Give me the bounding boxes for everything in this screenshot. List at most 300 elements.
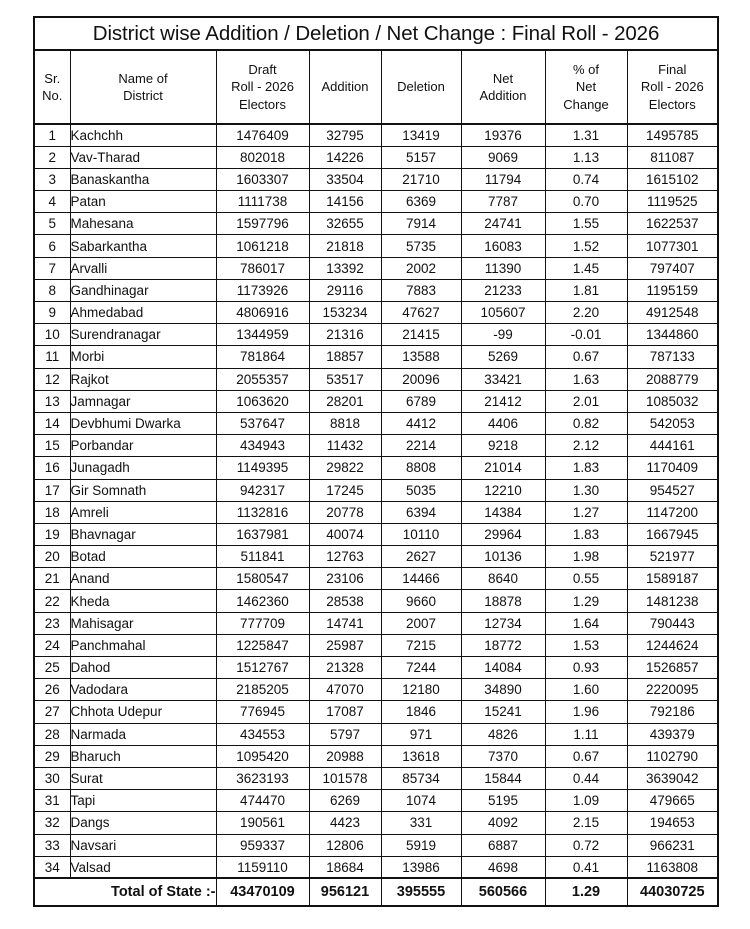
cell-final-roll: 1102790 — [627, 745, 718, 767]
cell-final-roll: 954527 — [627, 479, 718, 501]
cell-addition: 14156 — [309, 191, 381, 213]
cell-final-roll: 1615102 — [627, 168, 718, 190]
header-line: Addition — [479, 88, 527, 103]
cell-district-name: Jamnagar — [70, 390, 216, 412]
cell-net-addition: 33421 — [461, 368, 545, 390]
cell-draft-roll: 802018 — [216, 146, 309, 168]
cell-addition: 20988 — [309, 745, 381, 767]
cell-pct-net-change: 1.81 — [545, 279, 627, 301]
cell-sr-no: 24 — [34, 634, 70, 656]
cell-addition: 29116 — [309, 279, 381, 301]
column-header-final-roll — [627, 50, 718, 124]
cell-pct-net-change: 0.41 — [545, 856, 627, 878]
cell-net-addition: 21233 — [461, 279, 545, 301]
cell-sr-no: 31 — [34, 790, 70, 812]
district-roll-table — [33, 16, 719, 907]
cell-sr-no: 14 — [34, 412, 70, 434]
table-row — [34, 191, 718, 213]
cell-district-name: Tapi — [70, 790, 216, 812]
cell-addition: 13392 — [309, 257, 381, 279]
cell-deletion: 13986 — [381, 856, 461, 878]
total-addition: 956121 — [309, 878, 381, 906]
title-row — [34, 17, 718, 50]
cell-sr-no: 9 — [34, 302, 70, 324]
cell-draft-roll: 1637981 — [216, 523, 309, 545]
cell-net-addition: 21412 — [461, 390, 545, 412]
header-line: Net — [575, 79, 597, 95]
cell-sr-no: 33 — [34, 834, 70, 856]
cell-deletion: 5919 — [381, 834, 461, 856]
cell-district-name: Sabarkantha — [70, 235, 216, 257]
table-row — [34, 568, 718, 590]
cell-sr-no: 26 — [34, 679, 70, 701]
cell-addition: 25987 — [309, 634, 381, 656]
cell-draft-roll: 1603307 — [216, 168, 309, 190]
table-row — [34, 168, 718, 190]
cell-sr-no: 13 — [34, 390, 70, 412]
header-line: Change — [563, 96, 609, 112]
table-row — [34, 302, 718, 324]
cell-draft-roll: 537647 — [216, 412, 309, 434]
cell-sr-no: 18 — [34, 501, 70, 523]
cell-deletion: 331 — [381, 812, 461, 834]
cell-deletion: 21710 — [381, 168, 461, 190]
cell-district-name: Chhota Udepur — [70, 701, 216, 723]
table-row — [34, 856, 718, 878]
cell-district-name: Morbi — [70, 346, 216, 368]
cell-final-roll: 439379 — [627, 723, 718, 745]
cell-pct-net-change: 1.11 — [545, 723, 627, 745]
total-pct-net-change: 1.29 — [545, 878, 627, 906]
cell-draft-roll: 1149395 — [216, 457, 309, 479]
cell-sr-no: 20 — [34, 546, 70, 568]
cell-sr-no: 28 — [34, 723, 70, 745]
cell-deletion: 5735 — [381, 235, 461, 257]
cell-draft-roll: 776945 — [216, 701, 309, 723]
table-row — [34, 213, 718, 235]
header-line: No. — [42, 88, 63, 103]
cell-net-addition: 16083 — [461, 235, 545, 257]
cell-net-addition: 15844 — [461, 767, 545, 789]
cell-net-addition: 7370 — [461, 745, 545, 767]
table-row — [34, 657, 718, 679]
table-row — [34, 523, 718, 545]
table-row — [34, 767, 718, 789]
cell-deletion: 1846 — [381, 701, 461, 723]
table-row — [34, 390, 718, 412]
cell-final-roll: 1495785 — [627, 124, 718, 146]
cell-pct-net-change: 1.83 — [545, 523, 627, 545]
cell-draft-roll: 2055357 — [216, 368, 309, 390]
header-line: Roll - 2026 — [640, 79, 704, 95]
cell-district-name: Vadodara — [70, 679, 216, 701]
total-net-addition: 560566 — [461, 878, 545, 906]
cell-district-name: Dangs — [70, 812, 216, 834]
total-label: Total of State :- — [34, 878, 216, 906]
cell-pct-net-change: 1.98 — [545, 546, 627, 568]
cell-district-name: Porbandar — [70, 435, 216, 457]
cell-draft-roll: 4806916 — [216, 302, 309, 324]
cell-pct-net-change: 1.55 — [545, 213, 627, 235]
cell-addition: 32795 — [309, 124, 381, 146]
cell-addition: 47070 — [309, 679, 381, 701]
table-row — [34, 324, 718, 346]
header-line: Sr. — [44, 70, 61, 86]
cell-net-addition: 8640 — [461, 568, 545, 590]
cell-sr-no: 32 — [34, 812, 70, 834]
header-line: District — [123, 88, 163, 103]
cell-pct-net-change: 1.30 — [545, 479, 627, 501]
cell-final-roll: 1119525 — [627, 191, 718, 213]
cell-district-name: Gir Somnath — [70, 479, 216, 501]
header-line: Name of — [118, 70, 168, 86]
cell-district-name: Amreli — [70, 501, 216, 523]
cell-sr-no: 21 — [34, 568, 70, 590]
table-row — [34, 412, 718, 434]
cell-deletion: 85734 — [381, 767, 461, 789]
cell-district-name: Anand — [70, 568, 216, 590]
cell-sr-no: 19 — [34, 523, 70, 545]
table-row — [34, 834, 718, 856]
cell-final-roll: 194653 — [627, 812, 718, 834]
cell-final-roll: 1077301 — [627, 235, 718, 257]
header-line: Deletion — [397, 79, 445, 95]
table-row — [34, 501, 718, 523]
total-row — [34, 878, 718, 906]
cell-addition: 12763 — [309, 546, 381, 568]
cell-addition: 21328 — [309, 657, 381, 679]
cell-draft-roll: 2185205 — [216, 679, 309, 701]
cell-sr-no: 1 — [34, 124, 70, 146]
cell-draft-roll: 1597796 — [216, 213, 309, 235]
cell-district-name: Bharuch — [70, 745, 216, 767]
cell-deletion: 13419 — [381, 124, 461, 146]
header-line: Final — [658, 62, 687, 78]
cell-pct-net-change: 1.83 — [545, 457, 627, 479]
cell-addition: 8818 — [309, 412, 381, 434]
cell-deletion: 1074 — [381, 790, 461, 812]
table-row — [34, 235, 718, 257]
table-row — [34, 679, 718, 701]
cell-deletion: 6369 — [381, 191, 461, 213]
cell-pct-net-change: 0.74 — [545, 168, 627, 190]
cell-net-addition: 14084 — [461, 657, 545, 679]
cell-sr-no: 25 — [34, 657, 70, 679]
cell-pct-net-change: 1.63 — [545, 368, 627, 390]
cell-addition: 14741 — [309, 612, 381, 634]
cell-sr-no: 11 — [34, 346, 70, 368]
cell-pct-net-change: 1.53 — [545, 634, 627, 656]
cell-district-name: Bhavnagar — [70, 523, 216, 545]
cell-draft-roll: 781864 — [216, 346, 309, 368]
cell-net-addition: 24741 — [461, 213, 545, 235]
cell-net-addition: 11794 — [461, 168, 545, 190]
cell-net-addition: 18772 — [461, 634, 545, 656]
column-header-sr-no — [34, 50, 70, 124]
cell-final-roll: 1667945 — [627, 523, 718, 545]
cell-final-roll: 1147200 — [627, 501, 718, 523]
header-line: Electors — [239, 96, 286, 112]
cell-draft-roll: 1111738 — [216, 191, 309, 213]
cell-draft-roll: 190561 — [216, 812, 309, 834]
cell-draft-roll: 1580547 — [216, 568, 309, 590]
cell-pct-net-change: 2.20 — [545, 302, 627, 324]
cell-net-addition: 12210 — [461, 479, 545, 501]
cell-deletion: 47627 — [381, 302, 461, 324]
cell-sr-no: 12 — [34, 368, 70, 390]
cell-district-name: Surat — [70, 767, 216, 789]
cell-final-roll: 1622537 — [627, 213, 718, 235]
cell-net-addition: 5269 — [461, 346, 545, 368]
cell-final-roll: 2220095 — [627, 679, 718, 701]
cell-draft-roll: 1095420 — [216, 745, 309, 767]
cell-district-name: Gandhinagar — [70, 279, 216, 301]
cell-draft-roll: 1063620 — [216, 390, 309, 412]
cell-district-name: Banaskantha — [70, 168, 216, 190]
cell-deletion: 2002 — [381, 257, 461, 279]
cell-district-name: Navsari — [70, 834, 216, 856]
cell-sr-no: 4 — [34, 191, 70, 213]
cell-pct-net-change: 0.55 — [545, 568, 627, 590]
cell-deletion: 6394 — [381, 501, 461, 523]
cell-final-roll: 1481238 — [627, 590, 718, 612]
cell-sr-no: 27 — [34, 701, 70, 723]
cell-district-name: Valsad — [70, 856, 216, 878]
cell-sr-no: 16 — [34, 457, 70, 479]
cell-final-roll: 444161 — [627, 435, 718, 457]
table-row — [34, 257, 718, 279]
table-footer — [34, 878, 718, 906]
column-header-draft-roll — [216, 50, 309, 124]
cell-sr-no: 5 — [34, 213, 70, 235]
column-header-row — [34, 50, 718, 124]
cell-final-roll: 1163808 — [627, 856, 718, 878]
cell-district-name: Patan — [70, 191, 216, 213]
cell-sr-no: 17 — [34, 479, 70, 501]
table-row — [34, 701, 718, 723]
cell-pct-net-change: 0.70 — [545, 191, 627, 213]
cell-draft-roll: 1476409 — [216, 124, 309, 146]
cell-addition: 28201 — [309, 390, 381, 412]
table-row — [34, 457, 718, 479]
cell-final-roll: 1344860 — [627, 324, 718, 346]
cell-sr-no: 29 — [34, 745, 70, 767]
cell-deletion: 7883 — [381, 279, 461, 301]
cell-draft-roll: 1344959 — [216, 324, 309, 346]
table-row — [34, 745, 718, 767]
cell-addition: 17245 — [309, 479, 381, 501]
cell-pct-net-change: 1.09 — [545, 790, 627, 812]
cell-pct-net-change: 1.96 — [545, 701, 627, 723]
column-header-net-addition — [461, 50, 545, 124]
cell-net-addition: -99 — [461, 324, 545, 346]
cell-addition: 28538 — [309, 590, 381, 612]
header-line: Draft — [248, 62, 277, 78]
cell-final-roll: 4912548 — [627, 302, 718, 324]
cell-addition: 21316 — [309, 324, 381, 346]
cell-draft-roll: 777709 — [216, 612, 309, 634]
table-row — [34, 634, 718, 656]
cell-deletion: 13588 — [381, 346, 461, 368]
header-line: Electors — [648, 96, 696, 112]
roll-table-container — [33, 16, 717, 907]
cell-pct-net-change: 0.72 — [545, 834, 627, 856]
cell-addition: 5797 — [309, 723, 381, 745]
cell-net-addition: 4406 — [461, 412, 545, 434]
cell-district-name: Arvalli — [70, 257, 216, 279]
cell-district-name: Ahmedabad — [70, 302, 216, 324]
cell-deletion: 4412 — [381, 412, 461, 434]
cell-pct-net-change: 1.31 — [545, 124, 627, 146]
cell-district-name: Vav-Tharad — [70, 146, 216, 168]
cell-addition: 6269 — [309, 790, 381, 812]
cell-addition: 14226 — [309, 146, 381, 168]
cell-net-addition: 34890 — [461, 679, 545, 701]
total-final-roll: 44030725 — [627, 878, 718, 906]
cell-district-name: Kachchh — [70, 124, 216, 146]
cell-deletion: 5035 — [381, 479, 461, 501]
cell-addition: 21818 — [309, 235, 381, 257]
cell-sr-no: 2 — [34, 146, 70, 168]
cell-pct-net-change: 0.82 — [545, 412, 627, 434]
cell-district-name: Panchmahal — [70, 634, 216, 656]
cell-deletion: 7914 — [381, 213, 461, 235]
cell-final-roll: 1170409 — [627, 457, 718, 479]
cell-net-addition: 29964 — [461, 523, 545, 545]
cell-addition: 20778 — [309, 501, 381, 523]
column-header-district — [70, 50, 216, 124]
cell-addition: 32655 — [309, 213, 381, 235]
cell-final-roll: 792186 — [627, 701, 718, 723]
header-line: % of — [572, 62, 599, 78]
cell-final-roll: 542053 — [627, 412, 718, 434]
cell-pct-net-change: 2.15 — [545, 812, 627, 834]
table-row — [34, 368, 718, 390]
header-line: Addition — [321, 79, 369, 95]
header-line: Net — [492, 70, 514, 86]
cell-final-roll: 787133 — [627, 346, 718, 368]
cell-addition: 40074 — [309, 523, 381, 545]
header-line: Roll - 2026 — [231, 79, 294, 95]
cell-draft-roll: 511841 — [216, 546, 309, 568]
table-row — [34, 146, 718, 168]
cell-net-addition: 15241 — [461, 701, 545, 723]
cell-deletion: 8808 — [381, 457, 461, 479]
cell-draft-roll: 1512767 — [216, 657, 309, 679]
table-row — [34, 546, 718, 568]
column-header-addition — [309, 50, 381, 124]
cell-final-roll: 1526857 — [627, 657, 718, 679]
cell-addition: 4423 — [309, 812, 381, 834]
cell-pct-net-change: 0.44 — [545, 767, 627, 789]
cell-pct-net-change: 0.93 — [545, 657, 627, 679]
cell-draft-roll: 474470 — [216, 790, 309, 812]
cell-addition: 153234 — [309, 302, 381, 324]
cell-addition: 11432 — [309, 435, 381, 457]
cell-final-roll: 1589187 — [627, 568, 718, 590]
cell-addition: 18684 — [309, 856, 381, 878]
cell-draft-roll: 786017 — [216, 257, 309, 279]
table-row — [34, 590, 718, 612]
cell-addition: 17087 — [309, 701, 381, 723]
cell-district-name: Devbhumi Dwarka — [70, 412, 216, 434]
cell-draft-roll: 1061218 — [216, 235, 309, 257]
cell-pct-net-change: 2.01 — [545, 390, 627, 412]
table-row — [34, 790, 718, 812]
table-body — [34, 124, 718, 878]
cell-sr-no: 10 — [34, 324, 70, 346]
cell-draft-roll: 942317 — [216, 479, 309, 501]
cell-district-name: Botad — [70, 546, 216, 568]
cell-deletion: 7215 — [381, 634, 461, 656]
cell-sr-no: 22 — [34, 590, 70, 612]
cell-sr-no: 3 — [34, 168, 70, 190]
cell-draft-roll: 1462360 — [216, 590, 309, 612]
cell-deletion: 12180 — [381, 679, 461, 701]
cell-sr-no: 34 — [34, 856, 70, 878]
cell-net-addition: 9218 — [461, 435, 545, 457]
cell-net-addition: 4826 — [461, 723, 545, 745]
total-draft-roll: 43470109 — [216, 878, 309, 906]
cell-pct-net-change: 2.12 — [545, 435, 627, 457]
cell-net-addition: 10136 — [461, 546, 545, 568]
table-row — [34, 723, 718, 745]
cell-deletion: 5157 — [381, 146, 461, 168]
cell-deletion: 2214 — [381, 435, 461, 457]
cell-district-name: Surendranagar — [70, 324, 216, 346]
cell-net-addition: 19376 — [461, 124, 545, 146]
column-header-deletion — [381, 50, 461, 124]
cell-addition: 23106 — [309, 568, 381, 590]
cell-district-name: Mahesana — [70, 213, 216, 235]
cell-final-roll: 521977 — [627, 546, 718, 568]
cell-net-addition: 5195 — [461, 790, 545, 812]
column-header-pct-net-change — [545, 50, 627, 124]
cell-net-addition: 18878 — [461, 590, 545, 612]
cell-net-addition: 14384 — [461, 501, 545, 523]
table-row — [34, 812, 718, 834]
cell-net-addition: 12734 — [461, 612, 545, 634]
cell-final-roll: 966231 — [627, 834, 718, 856]
cell-sr-no: 15 — [34, 435, 70, 457]
table-row — [34, 435, 718, 457]
cell-net-addition: 9069 — [461, 146, 545, 168]
cell-pct-net-change: 1.45 — [545, 257, 627, 279]
cell-pct-net-change: 1.52 — [545, 235, 627, 257]
cell-draft-roll: 434553 — [216, 723, 309, 745]
table-row — [34, 124, 718, 146]
cell-final-roll: 479665 — [627, 790, 718, 812]
cell-deletion: 20096 — [381, 368, 461, 390]
cell-draft-roll: 1132816 — [216, 501, 309, 523]
cell-sr-no: 6 — [34, 235, 70, 257]
cell-final-roll: 1195159 — [627, 279, 718, 301]
total-deletion: 395555 — [381, 878, 461, 906]
cell-net-addition: 11390 — [461, 257, 545, 279]
cell-deletion: 10110 — [381, 523, 461, 545]
cell-final-roll: 811087 — [627, 146, 718, 168]
cell-net-addition: 4092 — [461, 812, 545, 834]
cell-net-addition: 21014 — [461, 457, 545, 479]
cell-addition: 33504 — [309, 168, 381, 190]
cell-sr-no: 7 — [34, 257, 70, 279]
cell-pct-net-change: 1.64 — [545, 612, 627, 634]
cell-deletion: 14466 — [381, 568, 461, 590]
cell-final-roll: 1244624 — [627, 634, 718, 656]
cell-sr-no: 23 — [34, 612, 70, 634]
cell-district-name: Rajkot — [70, 368, 216, 390]
cell-district-name: Kheda — [70, 590, 216, 612]
